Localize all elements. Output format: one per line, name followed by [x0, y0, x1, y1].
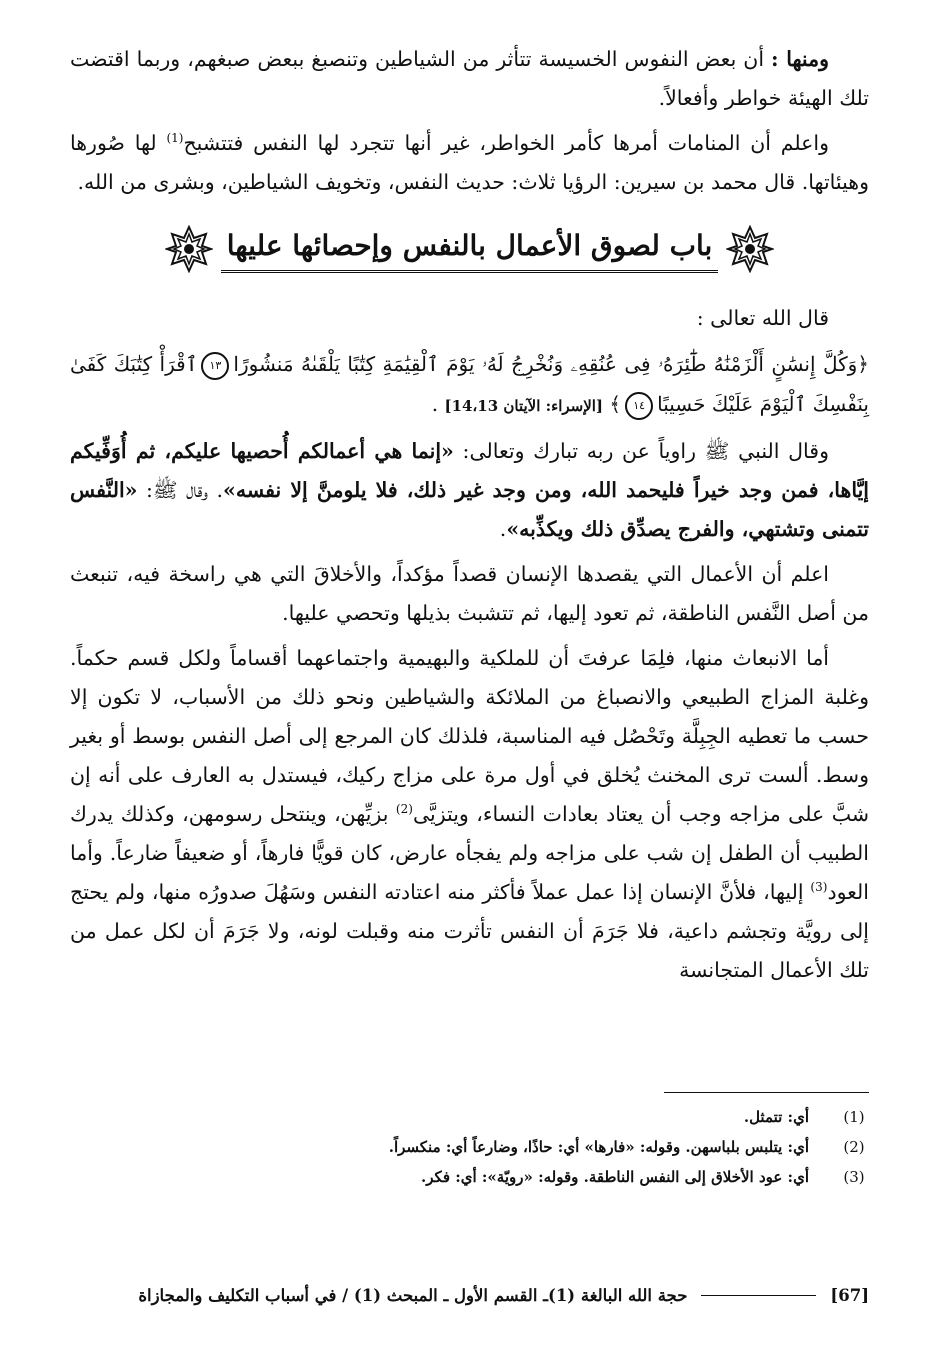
page-footer — [70, 1286, 869, 1305]
paragraph-emanation-part-2: بزيِّهن، وينتحل رسومهن، وكذلك يدرك الطبيب أن الطفل إن شب على مزاجه ولم يفجأه عارض، كان قويًّا فارهاً، أو ضعيفاً ضارعاً. وأما العود — [70, 802, 869, 904]
footnote-mark-1[interactable]: (1) — [166, 131, 184, 146]
paragraph-1 — [70, 40, 869, 118]
star-ornament-icon — [165, 225, 213, 273]
paragraph-2-text-b: لها صُورها وهيئاتها. قال محمد بن سيرين: الرؤيا ثلاث: حديث النفس، وتخويف الشياطين، وبشرى من الله. — [70, 131, 869, 194]
quran-close-bracket: ﴾ — [609, 392, 622, 416]
footnotes — [70, 1102, 869, 1192]
star-ornament-icon — [726, 225, 774, 273]
quran-reference: [الإسراء: الآيتان 14،13] — [444, 397, 604, 415]
footnote-text: أي: تتمثل. — [743, 1108, 809, 1126]
paragraph-1-lead: ومنها : — [771, 47, 830, 71]
quran-verse-part-2: ٱقْرَأْ كِتَٰبَكَ كَفَىٰ بِنَفْسِكَ ٱلْيَوْمَ عَلَيْكَ حَسِيبًا — [70, 352, 869, 416]
paragraph-2 — [70, 124, 869, 202]
ayah-number-13: ١٣ — [201, 352, 229, 380]
footer-divider — [701, 1295, 816, 1296]
hadith-text-3: . — [499, 517, 507, 541]
page-number: [67] — [830, 1286, 869, 1305]
footnote-item — [70, 1132, 869, 1162]
hadith-quote-1: «إنما هي أعمالكم أُحصيها عليكم، ثم أُوَفِّيكم إيَّاها، فمن وجد خيراً فليحمد الله، ومن وجد غير ذلك، فلا يلومنَّ إلا نفسه» — [70, 439, 869, 502]
footnote-text: أي: يتلبس بلباسهن. وقوله: «فارها» أي: حاذًا، وضارعاً أي: منكسراً. — [388, 1138, 809, 1156]
footnote-number: (2) — [843, 1138, 865, 1156]
paragraph-emanation-part-3: إليها، فلأنَّ الإنسان إذا عمل عملاً فأكثر منه اعتادته النفس وسَهُلَ صدورُه منها، ولم يحتج إلى رويَّة وتجشم داعية، فلا جَرَمَ أن النفس تأثرت منه وقبلت لونه، ولا جَرَمَ أن لكل عمل من تلك الأعمال المتجانسة — [70, 880, 869, 982]
footnote-text: أي: عود الأخلاق إلى النفس الناطقة. وقوله: «رويّة»: أي: فكر. — [421, 1168, 809, 1186]
hadith-text-2: . وقال ﷺ: — [137, 478, 224, 502]
footnote-mark-3[interactable]: (3) — [810, 880, 828, 895]
hadith-text-1: وقال النبي ﷺ راوياً عن ربه تبارك وتعالى: — [453, 439, 829, 463]
hadith-paragraph — [70, 432, 869, 549]
paragraph-emanation-part-1: أما الانبعاث منها، فلِمَا عرفتَ أن للملكية والبهيمية واجتماعهما أقساماً ولكل قسم حكماً. وغلبة المزاج الطبيعي والانصباغ من الملائكة والشياطين ونحو ذلك من الأسباب، لا تكون إلا حسب ما تعطيه الجِبِلَّة وتَحْصُل فيه المناسبة، فلذلك كان المرجع إلى أصل النفس بوسط أو بغير وسط. ألست ترى المخنث يُخلق في أول مرة على مزاج ركيك، فيستدل به العارف على أنه إن شبَّ على مزاجه وجب أن يعتاد بعادات النساء، ويتزيَّى — [70, 646, 870, 826]
paragraph-actions: اعلم أن الأعمال التي يقصدها الإنسان قصداً مؤكداً، والأخلاقَ التي هي راسخة فيه، تنبعث من أصل النَّفس الناطقة، ثم تعود إليها، ثم تتشبث بذيلها وتحصي عليها. — [70, 562, 869, 625]
footnote-mark-2[interactable]: (2) — [395, 802, 413, 817]
paragraph-2-text-a: واعلم أن المنامات أمرها كأمر الخواطر، غير أنها تتجرد لها النفس فتتشبح — [183, 131, 829, 155]
footnote-divider — [664, 1092, 869, 1093]
footnote-number: (3) — [843, 1168, 865, 1186]
footnote-number: (1) — [843, 1108, 865, 1126]
footnote-item — [70, 1162, 869, 1192]
page — [70, 40, 869, 1362]
quran-verse-part-1: ﴿وَكُلَّ إِنسَٰنٍ أَلْزَمْنَٰهُ طَٰٓئِرَهُۥ فِى عُنُقِهِۦ وَنُخْرِجُ لَهُۥ يَوْمَ ٱلْقِيَٰمَةِ كِتَٰبًا يَلْقَىٰهُ مَنشُورًا — [233, 352, 869, 376]
section-heading: باب لصوق الأعمال بالنفس وإحصائها عليها — [221, 224, 719, 273]
running-title: حجة الله البالغة (1)ـ القسم الأول ـ المبحث (1) / في أسباب التكليف والمجازاة — [138, 1286, 688, 1305]
paragraph-emanation — [70, 639, 869, 990]
paragraph-1-text: أن بعض النفوس الخسيسة تتأثر من الشياطين وتنصبغ ببعض صبغهم، وربما اقتضت تلك الهيئة خواطر وأفعالاً. — [70, 47, 869, 110]
footnote-item — [70, 1102, 869, 1132]
section-heading-block — [70, 224, 869, 273]
quran-intro: قال الله تعالى : — [696, 306, 829, 330]
quran-verse — [70, 344, 869, 426]
quran-end-dot: . — [431, 392, 445, 416]
ayah-number-14: ١٤ — [625, 392, 653, 420]
hadith-quote-2: «النَّفس تتمنى وتشتهي، والفرج يصدِّق ذلك ويكذِّبه» — [70, 478, 869, 541]
